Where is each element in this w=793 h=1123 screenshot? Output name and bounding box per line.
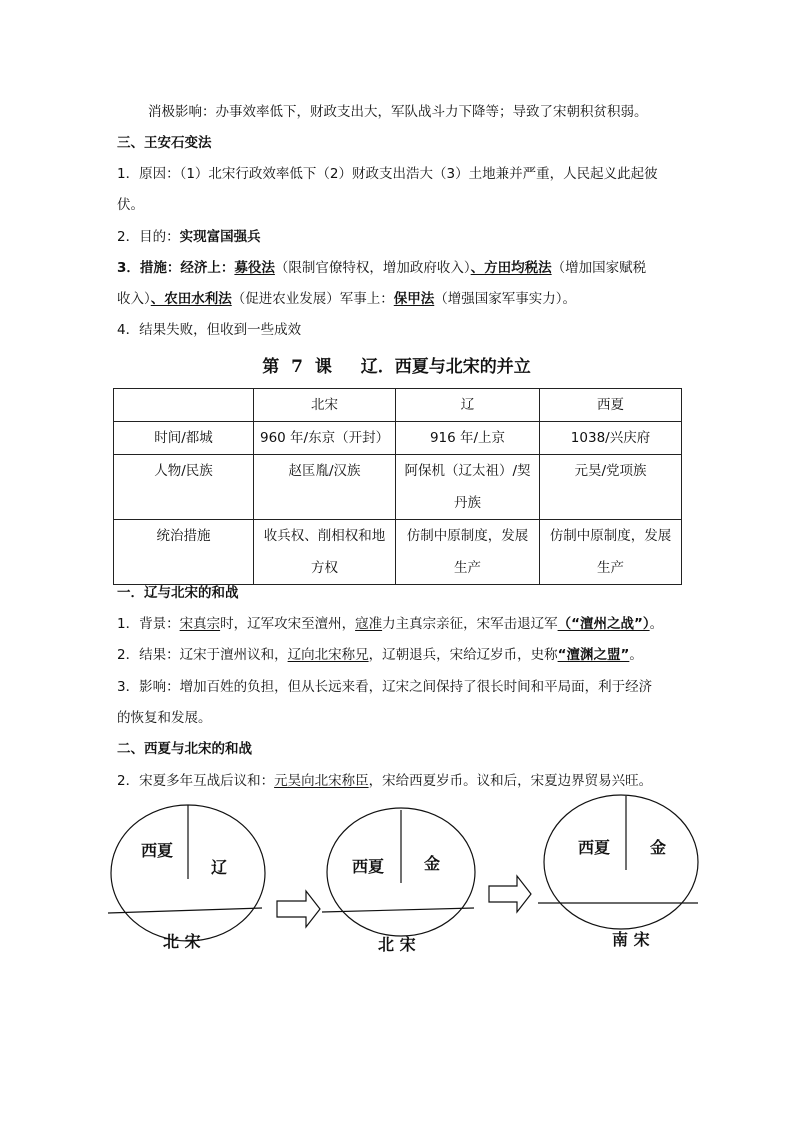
diagram-label-bottom: 北 宋 [378,935,416,954]
measure-baojia: 保甲法 [393,291,435,307]
diagram-label-left: 西夏 [141,841,174,860]
diagram-label-right: 金 [650,838,667,857]
liao-impact-line-1: 3．影响：增加百姓的负担，但从长远来看，辽宋之间保持了很长时间和平局面，利于经济 [117,679,653,695]
liao-result-e: 。 [629,647,643,663]
diagram-circle [544,795,698,929]
table-header-cell: 北宋 [254,389,396,422]
xixia-heading: 二、西夏与北宋的和战 [117,741,252,757]
arrow-right-icon [489,876,531,912]
negative-effect-text: 消极影响：办事效率低下，财政支出大，军队战斗力下降等；导致了宋朝积贫积弱。 [148,104,648,120]
table-cell: 仿制中原制度，发展生产 [540,520,682,585]
table-cell: 元昊/党项族 [540,455,682,520]
lesson-title: 第 7 课 辽．西夏与北宋的并立 [262,357,531,377]
table-cell: 赵匡胤/汉族 [254,455,396,520]
table-cell: 916 年/上京 [396,422,540,455]
diagram-border-line [322,908,474,912]
arrow-right-icon [277,891,320,927]
measure-mianyi-note: （限制官僚特权，增加政府收入） [274,260,471,276]
liao-bg-kouzhun: 寇准 [355,616,383,632]
goal-value: 实现富国强兵 [179,229,261,245]
measure-nongtian-note: （促进农业发展）军事上： [231,291,394,307]
cause-line-1: 1．原因：（1）北宋行政效率低下（2）财政支出浩大（3）土地兼并严重，人民起义此起彼 [117,166,658,182]
diagram-label-bottom: 南 宋 [612,930,650,949]
section3-heading: 三、王安石变法 [117,135,212,151]
diagram-label-right: 金 [424,854,441,873]
diagram-northern-song-liao [108,805,265,951]
arrow-1 [277,891,320,927]
measures-line2-start: 收入） [117,291,151,307]
goal-label: 2．目的： [117,229,180,245]
measure-fangtian-note: （增加国家赋税 [551,260,647,276]
diagram-southern-song-jin [538,795,698,949]
table-cell: 统治措施 [114,520,254,585]
table-header-cell: 西夏 [540,389,682,422]
table-cell: 时间/都城 [114,422,254,455]
table-cell: 960 年/东京（开封） [254,422,396,455]
liao-result-a: 2．结果：辽宋于澶州议和， [117,647,288,663]
liao-bg-mid: 时，辽军攻宋至澶州， [220,616,356,632]
diagram-border-line [108,908,262,913]
cause-line-2: 伏。 [117,197,144,213]
measure-nongtian: 、农田水利法 [150,291,232,307]
diagram-label-bottom: 北 宋 [163,932,201,951]
result-line: 4．结果失败，但收到一些成效 [117,322,302,338]
liao-result-c: ，辽朝退兵，宋给辽岁币，史称 [368,647,558,663]
table-cell: 人物/民族 [114,455,254,520]
diagram-label-right: 辽 [211,858,228,877]
liao-bg-tail: 力主真宗亲征，宋军击退辽军 [382,616,558,632]
liao-bg-battle: （“澶州之战”） [557,616,650,632]
diagram-label-left: 西夏 [578,838,611,857]
liao-bg-end: 。 [649,616,664,632]
table-cell: 仿制中原制度，发展生产 [396,520,540,585]
arrow-2 [489,876,531,912]
liao-heading: 一．辽与北宋的和战 [117,585,239,601]
table-cell: 阿保机（辽太祖）/契丹族 [396,455,540,520]
table-header-cell: 辽 [396,389,540,422]
table-cell: 收兵权、削相权和地方权 [254,520,396,585]
liao-result-b: 辽向北宋称兄 [287,647,369,663]
liao-result-d: “澶渊之盟” [557,647,630,663]
diagram-label-left: 西夏 [352,857,385,876]
measure-baojia-note: （增强国家军事实力）。 [434,291,576,307]
xixia-line-c: ，宋给西夏岁币。议和后，宋夏边界贸易兴旺。 [368,773,653,789]
liao-impact-line-2: 的恢复和发展。 [117,710,212,726]
liao-bg-emperor: 宋真宗 [179,616,221,632]
measure-fangtian: 、方田均税法 [470,260,552,276]
diagram-northern-song-jin [322,808,475,954]
measure-mianyi: 募役法 [234,260,275,276]
liao-bg-label: 1．背景： [117,616,180,632]
measures-label: 3．措施：经济上： [117,260,235,276]
xixia-line-b: 元昊向北宋称臣 [274,773,369,789]
table-cell: 1038/兴庆府 [540,422,682,455]
xixia-line-a: 2．宋夏多年互战后议和： [117,773,275,789]
